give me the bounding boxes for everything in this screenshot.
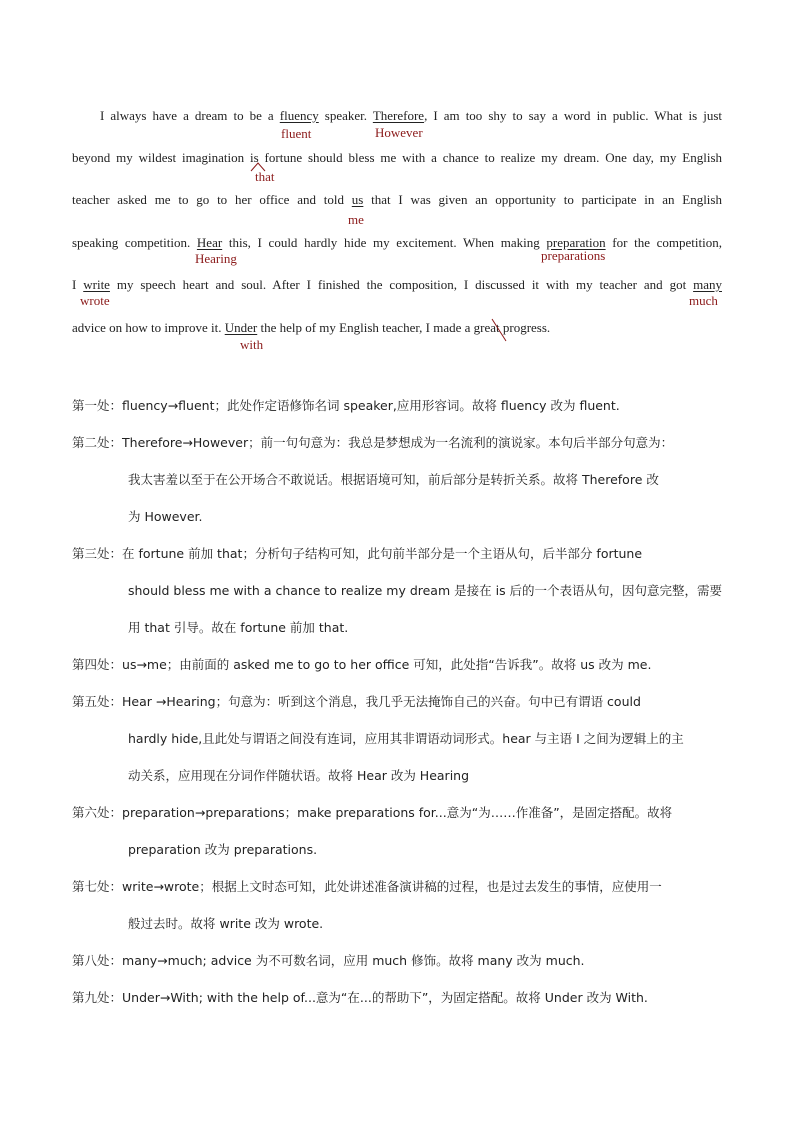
correction-that: that [255, 169, 275, 184]
explanation-item-2: 第二处：Therefore→However；前一句句意为：我总是梦想成为一名流利的演说家。本句后半部分句意为： 我太害羞以至于在公开场合不敢说话。根据语境可知，前后部分是转折关系。故将 Therefore 改 为 However. [72, 435, 674, 524]
correction-with: with [240, 337, 264, 352]
correction-wrote: wrote [80, 293, 110, 308]
error-fluency: fluency [279, 108, 319, 123]
correction-much: much [689, 293, 718, 308]
explanation-item-6: 第六处：preparation→preparations；make preparations for...意为“为……作准备”，是固定搭配。故将 preparation 改为 preparations. [72, 805, 673, 857]
explanation-item-5: 第五处：Hear →Hearing；句意为：听到这个消息，我几乎无法掩饰自己的兴奋。句中已有谓语 could hardly hide,且此处与谓语之间没有连词，应用其非谓语动词形式。hear 与主语 I 之间为逻辑上的主 动关系，应用现在分词作伴随状语。故将 Hear 改为 Hearing [72, 694, 684, 783]
deletion-slash-icon [490, 318, 508, 342]
correction-me: me [348, 212, 364, 227]
explanation-item-3: 第三处：在 fortune 前加 that；分析句子结构可知，此句前半部分是一个主语从句，后半部分 fortune should bless me with a chance to realize my dream 是接在 is 后的一个表语从句，因句意完整，需要 用 that 引导。故在 fortune 前加 that. [72, 546, 723, 635]
error-therefore: Therefore [372, 108, 425, 123]
passage-line-5: I write my speech heart and soul. After I finished the composition, I discussed it with my teacher and got many [72, 277, 722, 292]
error-write: write [83, 277, 110, 292]
correction-hearing: Hearing [195, 251, 237, 266]
explanation-item-9: 第九处：Under→With; with the help of...意为“在...的帮助下”，为固定搭配。故将 Under 改为 With. [72, 990, 648, 1005]
passage-line-1: I always have a dream to be a fluency speaker. Therefore, I am too shy to say a word in public. What is just [100, 108, 722, 123]
passage-line-6: advice on how to improve it. Under the help of my English teacher, I made a great progress. [72, 320, 551, 335]
passage-line-4: speaking competition. Hear this, I could hardly hide my excitement. When making preparation for the competition, [72, 235, 723, 250]
error-hear: Hear [196, 235, 223, 250]
correction-preparations: preparations [541, 248, 606, 263]
explanation-item-7: 第七处：write→wrote；根据上文时态可知，此处讲述准备演讲稿的过程，也是过去发生的事情，应使用一 般过去时。故将 write 改为 wrote. [72, 879, 662, 931]
explanations-section [72, 396, 724, 1025]
correction-fluent: fluent [281, 126, 312, 141]
error-preparation: preparation [546, 235, 606, 250]
passage-line-3: teacher asked me to go to her office and told us that I was given an opportunity to participate in an English [72, 192, 722, 207]
explanation-text: fluency→fluent；此处作定语修饰名词 speaker,应用形容词。故将 fluency 改为 fluent. [122, 398, 620, 413]
passage-line-2: beyond my wildest imagination is fortune should bless me with a chance to realize my dream. One day, my English [72, 150, 722, 165]
explanation-item-4: 第四处：us→me；由前面的 asked me to go to her office 可知，此处指“告诉我”。故将 us 改为 me. [72, 657, 652, 672]
explanation-item-1 [72, 396, 724, 433]
explanation-item-8: 第八处：many→much; advice 为不可数名词，应用 much 修饰。故将 many 改为 much. [72, 953, 585, 968]
correction-however: However [375, 125, 423, 140]
error-us: us [351, 192, 364, 207]
error-many: many [693, 277, 722, 292]
explanation-label: 第一处： [72, 398, 123, 413]
error-under: Under [224, 320, 258, 335]
